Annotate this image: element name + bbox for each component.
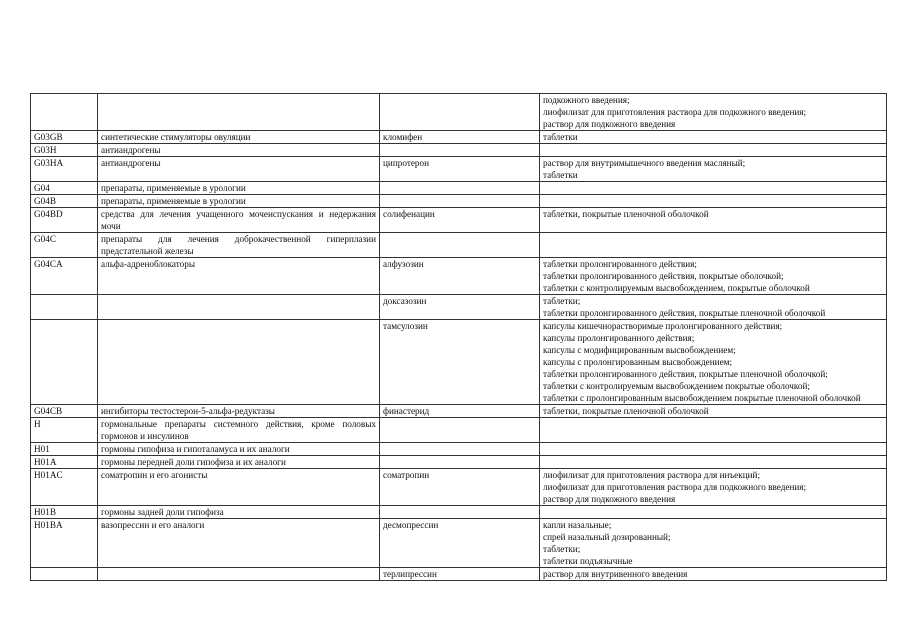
dosage-forms-cell [540, 131, 887, 144]
atc-code-cell: H [31, 418, 98, 443]
dosage-form-line: таблетки с контролируемым высвобождением, покрытые оболочкой [543, 283, 810, 293]
drug-name-cell [380, 195, 540, 208]
dosage-forms-cell [540, 418, 887, 443]
atc-code-cell: H01BA [31, 519, 98, 568]
dosage-forms-cell [540, 195, 887, 208]
pharmacological-group-cell: гормональные препараты системного действия, кроме половых гормонов и инсулинов [98, 418, 380, 443]
dosage-form-line: капсулы кишечнорастворимые пролонгированного действия; [543, 321, 783, 331]
pharmacological-group-cell [98, 320, 380, 405]
atc-code-cell: G04CB [31, 405, 98, 418]
table-row [31, 443, 887, 456]
dosage-form-line: спрей назальный дозированный; [543, 532, 671, 542]
drug-name-cell: десмопрессин [380, 519, 540, 568]
dosage-form-line: таблетки [543, 170, 578, 180]
dosage-forms-cell [540, 182, 887, 195]
table-row [31, 295, 887, 320]
atc-code-cell: G04CA [31, 258, 98, 295]
pharmacological-group-cell: антиандрогены [98, 157, 380, 182]
dosage-forms-cell [540, 506, 887, 519]
dosage-form-line: раствор для подкожного введения [543, 494, 676, 504]
dosage-form-line: раствор для подкожного введения [543, 119, 676, 129]
dosage-form-line: раствор для внутривенного введения [543, 569, 688, 579]
dosage-forms-cell [540, 258, 887, 295]
table-row [31, 320, 887, 405]
pharmacological-group-cell: препараты, применяемые в урологии [98, 182, 380, 195]
dosage-form-line: лиофилизат для приготовления раствора для подкожного введения; [543, 482, 807, 492]
dosage-form-line: таблетки; [543, 296, 581, 306]
pharmacological-group-cell: вазопрессин и его аналоги [98, 519, 380, 568]
dosage-form-line: таблетки пролонгированного действия, покрытые пленочной оболочкой; [543, 369, 828, 379]
atc-code-cell: H01A [31, 456, 98, 469]
drug-name-cell: алфузозин [380, 258, 540, 295]
table-row [31, 469, 887, 506]
atc-code-cell: G04BD [31, 208, 98, 233]
pharmacological-group-cell [98, 295, 380, 320]
atc-code-cell: H01 [31, 443, 98, 456]
atc-code-cell: H01AC [31, 469, 98, 506]
atc-code-cell: G03HA [31, 157, 98, 182]
dosage-form-line: таблетки с контролируемым высвобождением покрытые оболочкой; [543, 381, 810, 391]
dosage-form-line: капсулы с пролонгированным высвобождением; [543, 357, 733, 367]
dosage-form-line: таблетки, покрытые пленочной оболочкой [543, 209, 709, 219]
drug-name-cell [380, 233, 540, 258]
atc-code-cell: G04 [31, 182, 98, 195]
drug-table-body [31, 94, 887, 581]
drug-name-cell: тамсулозин [380, 320, 540, 405]
dosage-form-line: лиофилизат для приготовления раствора для инъекций; [543, 470, 761, 480]
dosage-forms-cell [540, 469, 887, 506]
dosage-forms-cell [540, 208, 887, 233]
table-row [31, 208, 887, 233]
drug-name-cell: ципротерон [380, 157, 540, 182]
atc-code-cell: G03H [31, 144, 98, 157]
drug-name-cell [380, 443, 540, 456]
pharmacological-group-cell: ингибиторы тестостерон-5-альфа-редуктазы [98, 405, 380, 418]
pharmacological-group-cell: гормоны задней доли гипофиза [98, 506, 380, 519]
drug-name-cell [380, 506, 540, 519]
dosage-form-line: таблетки; [543, 544, 581, 554]
table-row [31, 258, 887, 295]
drug-name-cell [380, 144, 540, 157]
table-row [31, 157, 887, 182]
pharmacological-group-cell: гормоны гипофиза и гипоталамуса и их аналоги [98, 443, 380, 456]
dosage-forms-cell [540, 94, 887, 131]
dosage-form-line: раствор для внутримышечного введения масляный; [543, 158, 746, 168]
dosage-forms-cell [540, 144, 887, 157]
dosage-forms-cell [540, 233, 887, 258]
drug-name-cell: финастерид [380, 405, 540, 418]
table-row [31, 94, 887, 131]
table-row [31, 568, 887, 581]
dosage-forms-cell [540, 295, 887, 320]
dosage-form-line: таблетки пролонгированного действия, покрытые пленочной оболочкой [543, 308, 826, 318]
pharmacological-group-cell: гормоны передней доли гипофиза и их аналоги [98, 456, 380, 469]
atc-code-cell [31, 295, 98, 320]
drug-name-cell: доксазозин [380, 295, 540, 320]
pharmacological-group-cell: антиандрогены [98, 144, 380, 157]
drug-name-cell: кломифен [380, 131, 540, 144]
drug-name-cell: соматропин [380, 469, 540, 506]
document-page [30, 93, 886, 581]
dosage-form-line: таблетки подъязычные [543, 556, 633, 566]
dosage-form-line: капсулы с модифицированным высвобождением; [543, 345, 736, 355]
atc-code-cell: H01B [31, 506, 98, 519]
pharmacological-group-cell: препараты для лечения доброкачественной гиперплазии предстательной железы [98, 233, 380, 258]
atc-code-cell [31, 320, 98, 405]
dosage-form-line: таблетки, покрытые пленочной оболочкой [543, 406, 709, 416]
drug-name-cell [380, 182, 540, 195]
table-row [31, 233, 887, 258]
pharmacological-group-cell: альфа-адреноблокаторы [98, 258, 380, 295]
table-row [31, 456, 887, 469]
pharmacological-group-cell: соматропин и его агонисты [98, 469, 380, 506]
dosage-forms-cell [540, 443, 887, 456]
dosage-forms-cell [540, 568, 887, 581]
table-row [31, 519, 887, 568]
dosage-forms-cell [540, 456, 887, 469]
dosage-form-line: таблетки пролонгированного действия; [543, 259, 697, 269]
table-row [31, 144, 887, 157]
drug-name-cell [380, 456, 540, 469]
table-row [31, 506, 887, 519]
dosage-forms-cell [540, 519, 887, 568]
atc-code-cell: G03GB [31, 131, 98, 144]
table-row [31, 131, 887, 144]
pharmacological-group-cell: препараты, применяемые в урологии [98, 195, 380, 208]
pharmacological-group-cell [98, 568, 380, 581]
dosage-form-line: таблетки с пролонгированным высвобождением покрытые пленочной оболочкой [543, 393, 861, 403]
drug-name-cell [380, 418, 540, 443]
dosage-forms-cell [540, 405, 887, 418]
atc-code-cell: G04C [31, 233, 98, 258]
table-row [31, 182, 887, 195]
pharmacological-group-cell: средства для лечения учащенного мочеиспускания и недержания мочи [98, 208, 380, 233]
table-row [31, 195, 887, 208]
table-row [31, 405, 887, 418]
drug-table [30, 93, 887, 581]
table-row [31, 418, 887, 443]
dosage-form-line: таблетки [543, 132, 578, 142]
atc-code-cell [31, 94, 98, 131]
drug-name-cell [380, 94, 540, 131]
dosage-form-line: капли назальные; [543, 520, 612, 530]
dosage-forms-cell [540, 157, 887, 182]
dosage-form-line: таблетки пролонгированного действия, покрытые оболочкой; [543, 271, 784, 281]
pharmacological-group-cell: синтетические стимуляторы овуляции [98, 131, 380, 144]
drug-name-cell: солифенацин [380, 208, 540, 233]
drug-name-cell: терлипрессин [380, 568, 540, 581]
atc-code-cell: G04B [31, 195, 98, 208]
pharmacological-group-cell [98, 94, 380, 131]
dosage-form-line: капсулы пролонгированного действия; [543, 333, 695, 343]
dosage-form-line: подкожного введения; [543, 95, 630, 105]
dosage-forms-cell [540, 320, 887, 405]
atc-code-cell [31, 568, 98, 581]
dosage-form-line: лиофилизат для приготовления раствора для подкожного введения; [543, 107, 807, 117]
